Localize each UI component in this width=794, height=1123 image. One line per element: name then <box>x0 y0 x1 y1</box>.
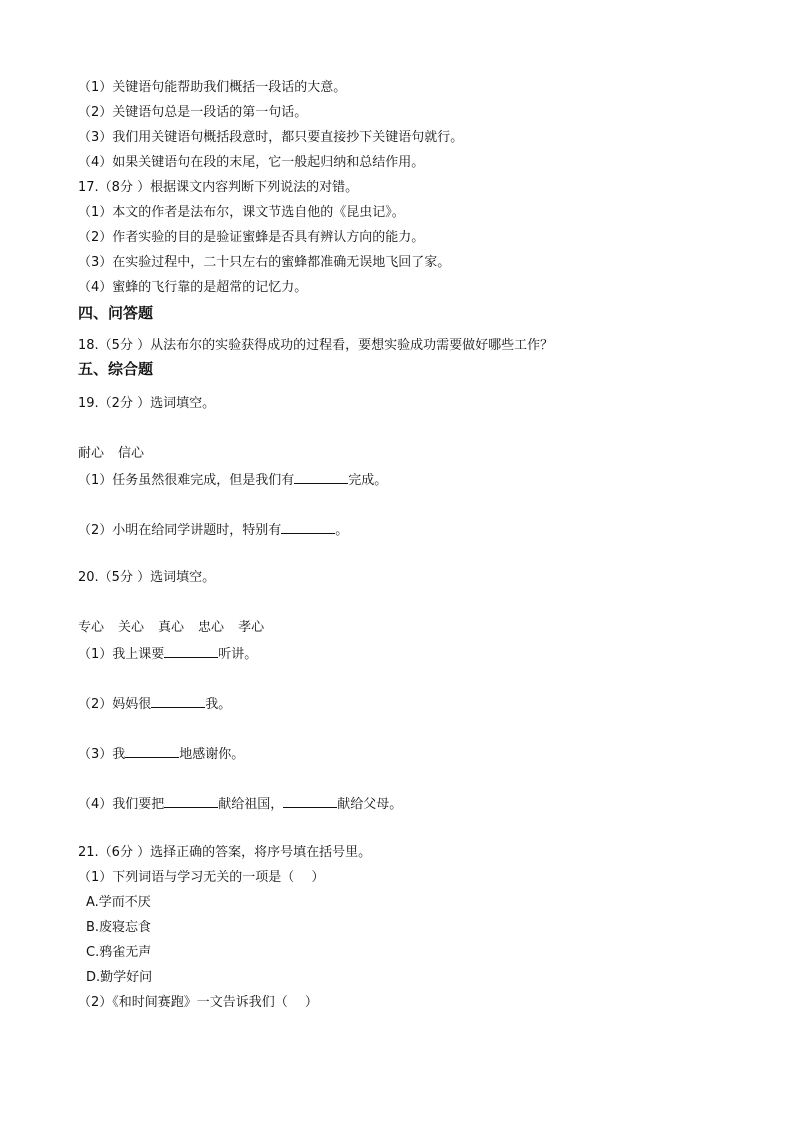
q16-item-3: （3）我们用关键语句概括段意时，都只要直接抄下关键语句就行。 <box>78 130 464 145</box>
q18-title: 18.（5分 ）从法布尔的实验获得成功的过程看，要想实验成功需要做好哪些工作？ <box>78 338 554 353</box>
q19-item-2: （2）小明在给同学讲题时，特别有 。 <box>78 520 348 540</box>
answer-blank[interactable] <box>125 744 179 758</box>
q20-word-bank <box>78 619 278 637</box>
q19-item-1: （1）任务虽然很难完成，但是我们有 完成。 <box>78 470 387 490</box>
q17-item-1: （1）本文的作者是法布尔，课文节选自他的《昆虫记》。 <box>78 205 405 220</box>
q20-item-4: （4）我们要把 献给祖国， 献给父母。 <box>78 794 402 814</box>
q17-item-4: （4）蜜蜂的飞行靠的是超常的记忆力。 <box>78 280 308 295</box>
word-option: 专心 <box>78 620 105 635</box>
option-a: A.学而不厌 <box>86 895 151 910</box>
q17-title: 17.（8分 ）根据课文内容判断下列说法的对错。 <box>78 180 359 195</box>
word-option: 真心 <box>158 620 185 635</box>
q20-title: 20.（5分 ）选词填空。 <box>78 570 216 585</box>
word-option: 孝心 <box>238 620 265 635</box>
q17-item-3: （3）在实验过程中，二十只左右的蜜蜂都准确无误地飞回了家。 <box>78 255 451 270</box>
word-option: 忠心 <box>198 620 225 635</box>
section-heading-qa: 四、问答题 <box>78 304 154 322</box>
answer-blank[interactable] <box>294 470 348 484</box>
answer-blank[interactable] <box>164 644 218 658</box>
q16-item-4: （4）如果关键语句在段的末尾，它一般起归纳和总结作用。 <box>78 155 425 170</box>
q19-title: 19.（2分 ）选词填空。 <box>78 396 216 411</box>
answer-blank[interactable] <box>151 694 205 708</box>
q17-item-2: （2）作者实验的目的是验证蜜蜂是否具有辨认方向的能力。 <box>78 230 425 245</box>
q20-item-1: （1）我上课要 听讲。 <box>78 644 257 664</box>
section-heading-comprehensive: 五、综合题 <box>78 360 154 378</box>
option-c: C.鸦雀无声 <box>86 945 152 960</box>
q20-item-3: （3）我 地感谢你。 <box>78 744 244 764</box>
q21-sub-question-1: （1）下列词语与学习无关的一项是（ ） <box>78 870 325 885</box>
word-option: 关心 <box>118 620 145 635</box>
answer-blank[interactable] <box>281 520 335 534</box>
answer-blank[interactable] <box>164 794 218 808</box>
q20-item-2: （2）妈妈很 我。 <box>78 694 231 714</box>
answer-blank[interactable] <box>283 794 337 808</box>
q21-title: 21.（6分 ）选择正确的答案，将序号填在括号里。 <box>78 845 372 860</box>
word-option: 耐心 <box>78 446 105 461</box>
option-b: B.废寝忘食 <box>86 920 152 935</box>
q19-word-bank <box>78 445 158 463</box>
q16-item-1: （1）关键语句能帮助我们概括一段话的大意。 <box>78 80 347 95</box>
option-d: D.勤学好问 <box>86 970 153 985</box>
word-option: 信心 <box>118 446 145 461</box>
q16-item-2: （2）关键语句总是一段话的第一句话。 <box>78 105 308 120</box>
q21-sub-question-2: （2）《和时间赛跑》一文告诉我们（ ） <box>78 995 318 1010</box>
